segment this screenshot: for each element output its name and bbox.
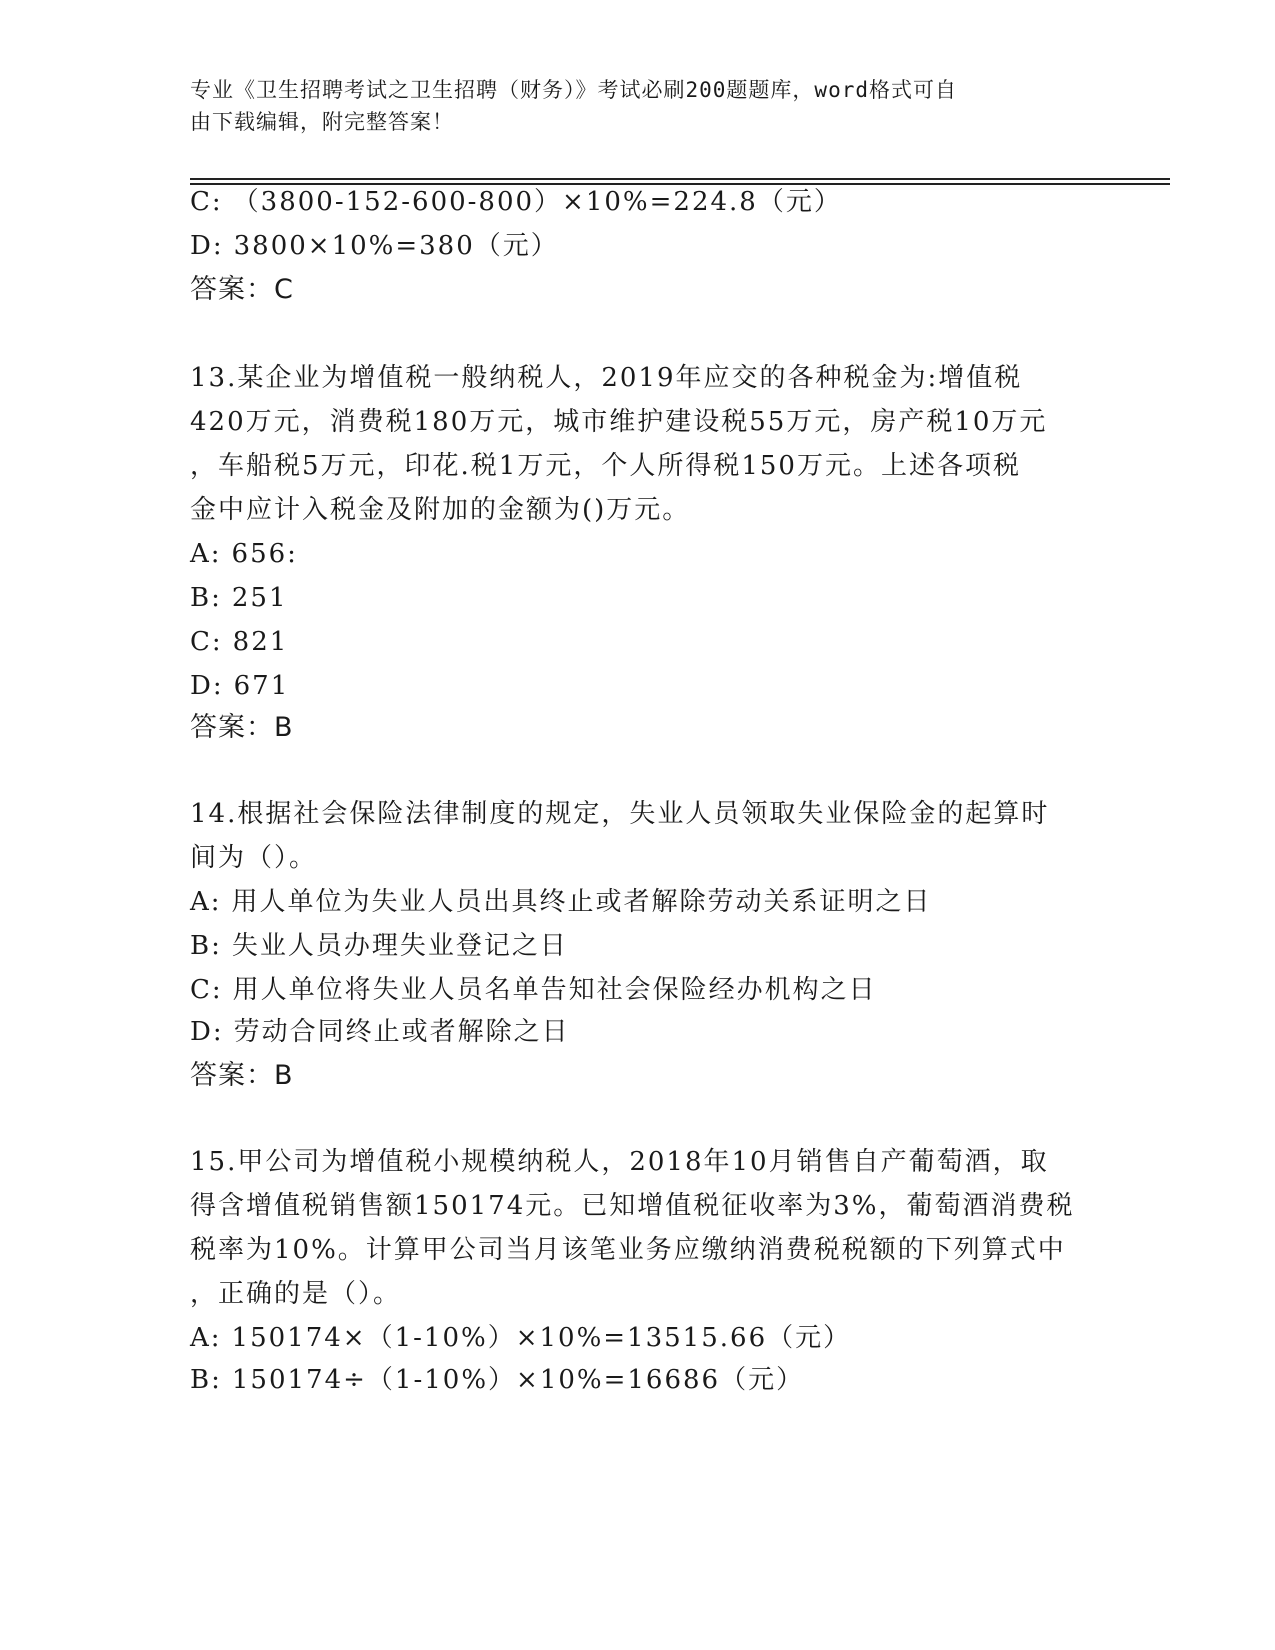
question-15-stem-line-3: 税率为10%。计算甲公司当月该笔业务应缴纳消费税税额的下列算式中 — [190, 1235, 1066, 1265]
question-15-stem-line-2: 得含增值税销售额150174元。已知增值税征收率为3%，葡萄酒消费税 — [190, 1191, 1075, 1221]
question-14-option-d: D: 劳动合同终止或者解除之日 — [190, 1017, 570, 1047]
option-c: C: （3800-152-600-800）×10%=224.8（元） — [190, 187, 842, 217]
question-13-option-a: A: 656: — [190, 539, 298, 569]
question-14-option-c: C: 用人单位将失业人员名单告知社会保险经办机构之日 — [190, 975, 877, 1005]
question-13-stem-line-2: 420万元，消费税180万元，城市维护建设税55万元，房产税10万元 — [190, 407, 1048, 437]
question-13-stem-line-3: ，车船税5万元，印花.税1万元，个人所得税150万元。上述各项税 — [190, 451, 1021, 481]
question-13-option-c: C: 821 — [190, 627, 289, 657]
option-d: D: 3800×10%=380（元） — [190, 231, 559, 261]
question-13-stem-line-1: 13.某企业为增值税一般纳税人，2019年应交的各种税金为:增值税 — [190, 363, 1023, 393]
document-header — [190, 74, 1090, 138]
question-13-option-b: B: 251 — [190, 583, 288, 613]
question-15-stem-line-1: 15.甲公司为增值税小规模纳税人，2018年10月销售自产葡萄酒，取 — [190, 1147, 1049, 1177]
header-divider-top — [190, 178, 1170, 180]
question-14-stem-line-2: 间为（）。 — [190, 843, 318, 873]
question-15-stem-line-4: ，正确的是（）。 — [190, 1279, 402, 1309]
question-14-stem-line-1: 14.根据社会保险法律制度的规定，失业人员领取失业保险金的起算时 — [190, 799, 1050, 829]
header-line-1: 专业《卫生招聘考试之卫生招聘（财务）》考试必刷200题题库，word格式可自 — [190, 78, 957, 102]
question-13-stem-line-4: 金中应计入税金及附加的金额为()万元。 — [190, 495, 691, 525]
header-divider-bottom — [190, 183, 1170, 185]
question-13-answer: 答案：B — [190, 712, 294, 743]
header-line-2: 由下载编辑，附完整答案！ — [190, 110, 454, 134]
question-15-option-b: B: 150174÷（1-10%）×10%=16686（元） — [190, 1365, 805, 1395]
answer: 答案：C — [190, 274, 294, 305]
question-14-option-b: B: 失业人员办理失业登记之日 — [190, 931, 568, 961]
question-13-option-d: D: 671 — [190, 671, 290, 701]
question-15-option-a: A: 150174×（1-10%）×10%=13515.66（元） — [190, 1323, 852, 1353]
question-14-option-a: A: 用人单位为失业人员出具终止或者解除劳动关系证明之日 — [190, 887, 932, 917]
question-14-answer: 答案：B — [190, 1060, 294, 1091]
